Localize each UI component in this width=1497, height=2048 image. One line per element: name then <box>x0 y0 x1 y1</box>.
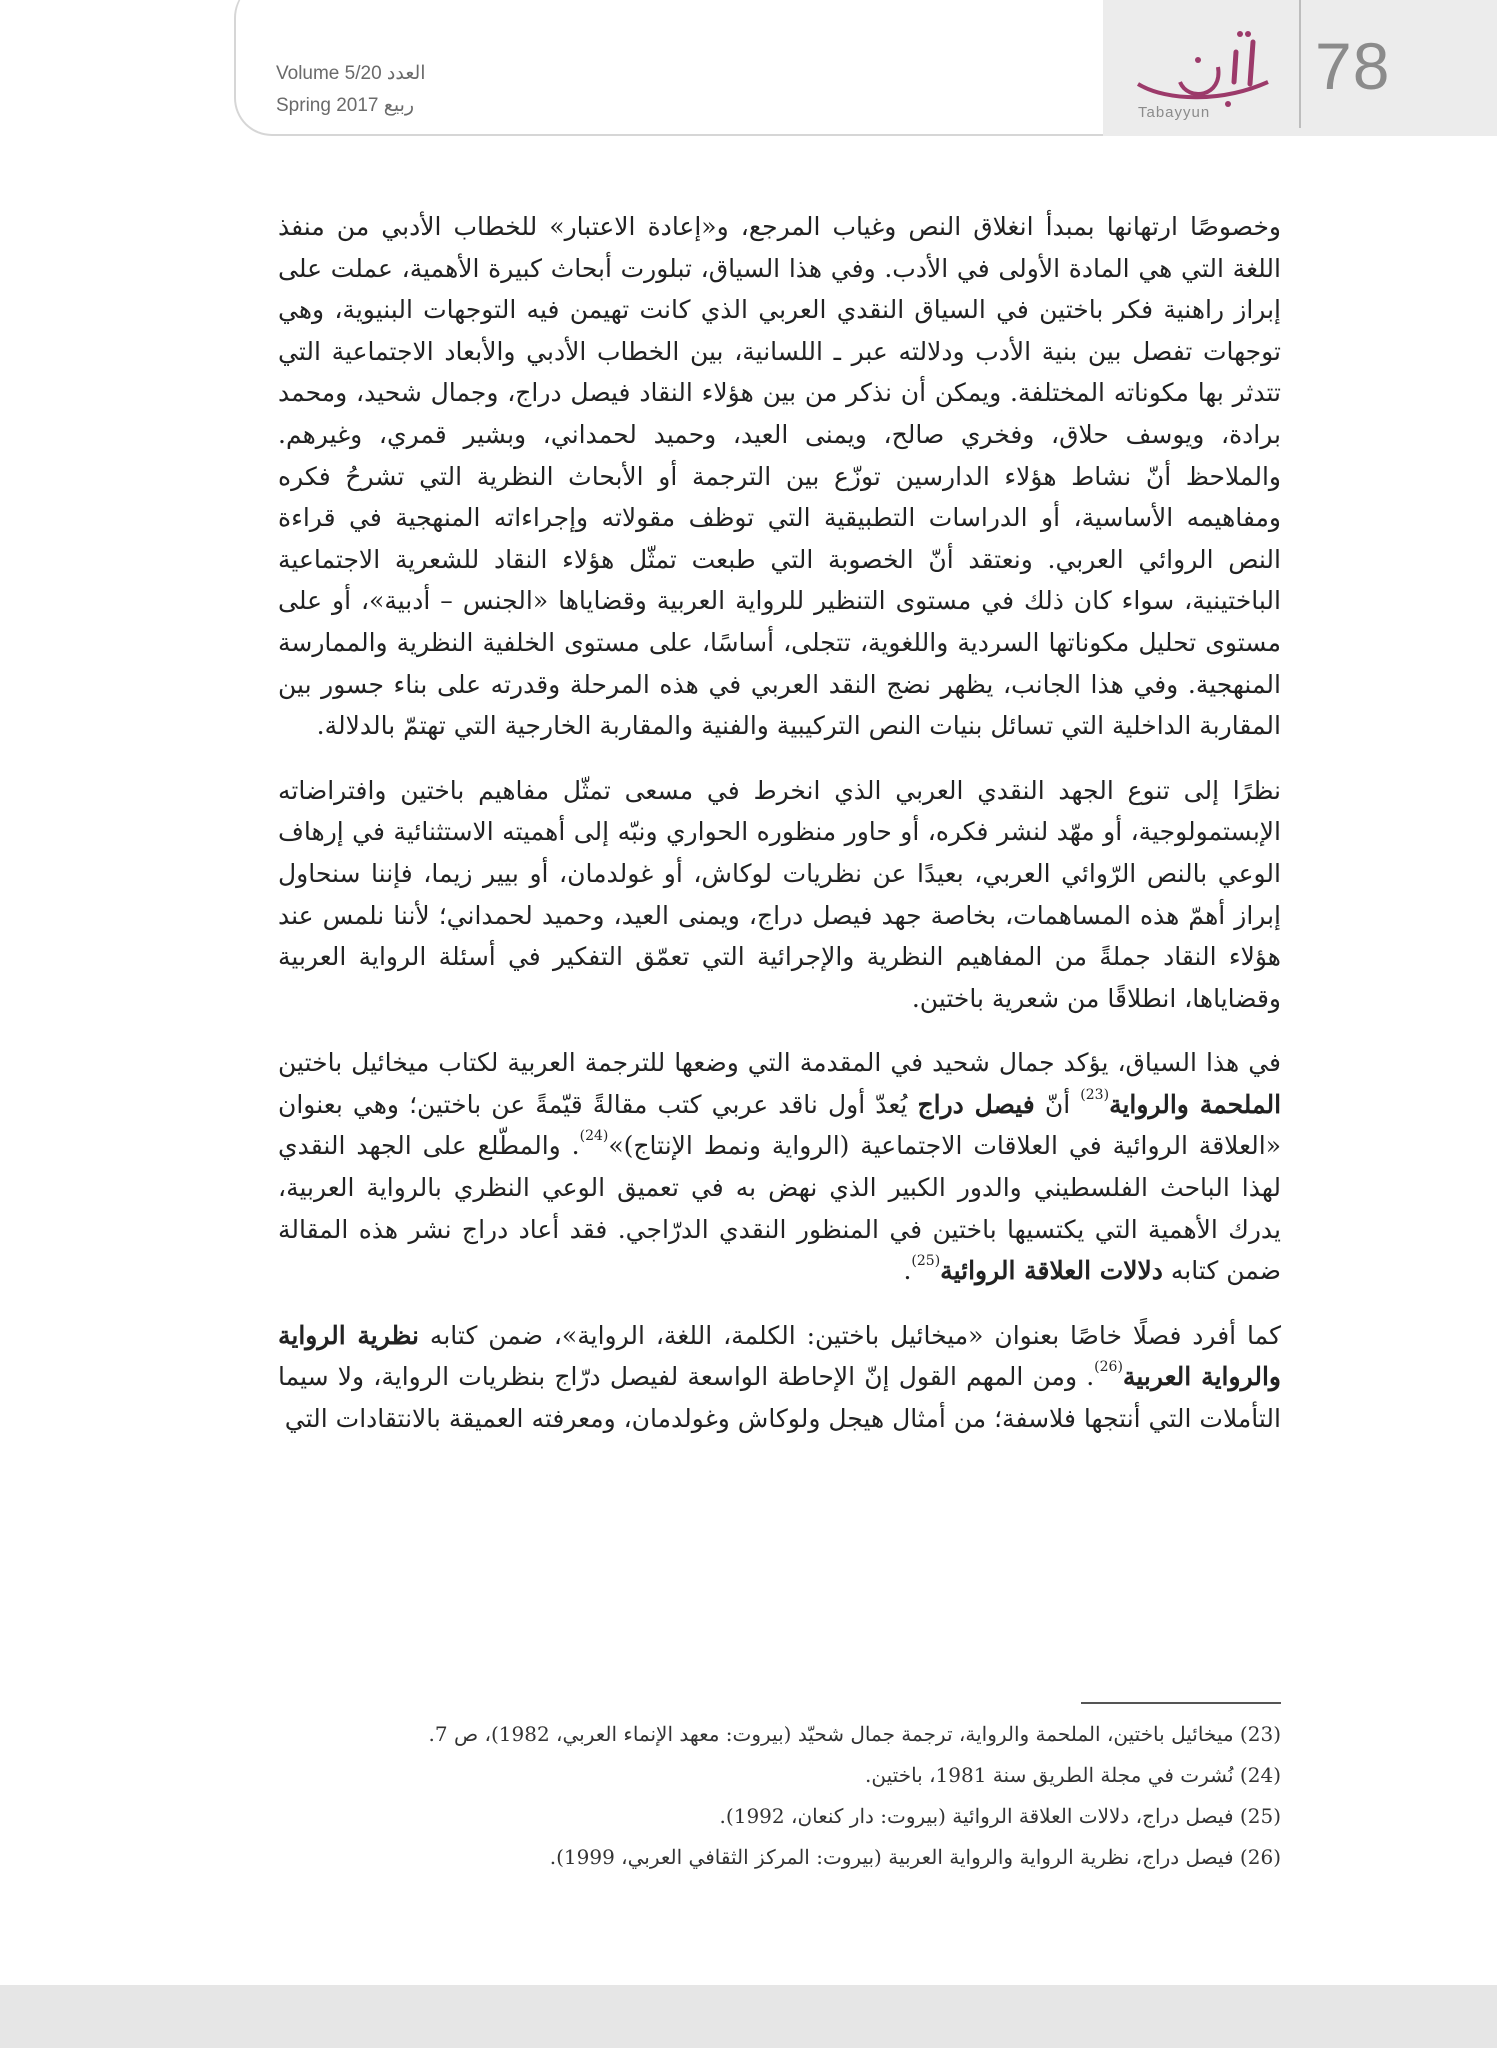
footnote-25: (25) فيصل دراج، دلالات العلاقة الروائية (بيروت: دار كنعان، 1992). <box>719 1804 1281 1828</box>
paragraph-1: وخصوصًا ارتهانها بمبدأ انغلاق النص وغياب المرجع، و«إعادة الاعتبار» للخطاب الأدبي من منفذ اللغة التي هي المادة الأولى في الأدب. وفي هذا السياق، تبلورت أبحاث كبيرة الأهمية، عملت على إبراز راهنية فكر باختين في السياق النقدي العربي الذي كانت تهيمن فيه التوجهات البنيوية، وهي توجهات تفصل بين بنية الأدب ودلالته عبر ـ اللسانية، بين الخطاب الأدبي والأبعاد الاجتماعية التي تتدثر بها مكوناته المختلفة. ويمكن أن نذكر من بين هؤلاء النقاد فيصل دراج، وجمال شحيد، ومحمد برادة، ويوسف حلاق، وفخري صالح، ويمنى العيد، وحميد لحمداني، وبشير قمري، وغيرهم. والملاحظ أنّ نشاط هؤلاء الدارسين توزّع بين الترجمة أو الأبحاث النظرية التي تشرحُ فكره ومفاهيمه الأساسية، أو الدراسات التطبيقية التي توظف مقولاته وإجراءاته المنهجية في قراءة النص الروائي العربي. ونعتقد أنّ الخصوبة التي طبعت تمثّل هؤلاء النقاد للشعرية الاجتماعية الباختينية، سواء كان ذلك في مستوى التنظير للرواية العربية وقضاياها «الجنس – أدبية»، أو على مستوى تحليل مكوناتها السردية واللغوية، تتجلى، أساسًا، على مستوى الخلفية النظرية والممارسة المنهجية. وفي هذا الجانب، يظهر نضج النقد العربي في هذه المرحلة وقدرته على بناء جسور بين المقاربة الداخلية التي تسائل بنيات النص التركيبية والفنية والمقاربة الخارجية التي تهتمّ بالدلالة. <box>278 212 1281 741</box>
book-title-novel-relation: دلالات العلاقة الروائية <box>940 1256 1163 1286</box>
page-number: 78 <box>1315 29 1391 103</box>
p3-text-c: أنّ <box>1044 1089 1071 1119</box>
footnotes <box>400 1714 1281 1878</box>
issue-season: Spring 2017 ربيع <box>276 95 415 116</box>
book-title-novel-theory: نظرية الرواية والرواية العربية <box>278 1320 1281 1392</box>
footnote-ref-26: (26) <box>1094 1359 1123 1376</box>
paragraph-2: نظرًا إلى تنوع الجهد النقدي العربي الذي انخرط في مسعى تمثّل مفاهيم باختين وافتراضاته الإبستمولوجية، أو مهّد لنشر فكره، أو حاور منظوره الحواري ونبّه إلى أهميته الاستثنائية في إرهاف الوعي بالنص الرّوائي العربي، بعيدًا عن نظريات لوكاش، أو غولدمان، أو بيير زيما، فإننا سنحاول إبراز أهمّ هذه المساهمات، بخاصة جهد فيصل دراج، ويمنى العيد، وحميد لحمداني؛ لأننا نلمس عند هؤلاء النقاد جملةً من المفاهيم النظرية والإجرائية التي تعمّق التفكير في أسئلة الرواية العربية وقضاياها، انطلاقًا من شعرية باختين. <box>278 775 1281 1013</box>
footnote-26: (26) فيصل دراج، نظرية الرواية والرواية العربية (بيروت: المركز الثقافي العربي، 1999). <box>549 1845 1281 1869</box>
footnote-ref-25: (25) <box>911 1253 941 1270</box>
book-title-epic-novel: الملحمة والرواية <box>1109 1089 1282 1119</box>
p4-text-c: . ومن المهم القول إنّ الإحاطة الواسعة لفيصل درّاج بنظريات الرواية، ولا سيما التأملات التي أنتجها فلاسفة؛ من أمثال هيجل ولوكاش وغولدمان، ومعرفته العميقة بالانتقادات التي <box>278 1362 1281 1434</box>
issue-volume: Volume 5/20 العدد <box>276 63 426 84</box>
header-divider <box>1299 0 1301 128</box>
logo-latin-text: Tabayyun <box>1138 104 1211 121</box>
article-body <box>278 206 1281 1463</box>
footnote-24: (24) نُشرت في مجلة الطريق سنة 1981، باختين. <box>865 1763 1281 1787</box>
p3-text-h: . <box>903 1256 912 1286</box>
p3-text-e: يُعدّ أول ناقد عربي كتب مقالةً قيّمةً عن باختين؛ وهي بعنوان «العلاقة الروائية في العلاقات الاجتماعية (الرواية ونمط الإنتاج)» <box>278 1089 1281 1161</box>
paragraph-3 <box>278 1042 1281 1292</box>
footnote-separator <box>1081 1702 1281 1704</box>
p4-text-a: كما أفرد فصلًا خاصًا بعنوان «ميخائيل باختين: الكلمة، اللغة، الرواية»، ضمن كتابه <box>429 1320 1281 1350</box>
paragraph-4 <box>278 1315 1281 1440</box>
p3-text-f: . والمطّلع على الجهد النقدي لهذا الباحث الفلسطيني والدور الكبير الذي نهض به في تعميق الوعي النظري بالرواية العربية، يدرك الأهمية التي يكتسيها باختين في المنظور النقدي الدرّاجي. فقد أعاد دراج نشر هذه المقالة ضمن كتابه <box>278 1131 1281 1286</box>
author-name-faisal-darraj: فيصل دراج <box>917 1089 1035 1119</box>
p3-text-a: في هذا السياق، يؤكد جمال شحيد في المقدمة التي وضعها للترجمة العربية لكتاب ميخائيل باختين <box>278 1048 1281 1078</box>
issue-info <box>276 58 426 122</box>
footer-band <box>0 1985 1497 2048</box>
footnote-ref-24: (24) <box>579 1128 609 1145</box>
footnote-23: (23) ميخائيل باختين، الملحمة والرواية، ترجمة جمال شحيّد (بيروت: معهد الإنماء العربي، 1982)، ص 7. <box>428 1722 1281 1746</box>
footnote-ref-23: (23) <box>1080 1086 1110 1103</box>
